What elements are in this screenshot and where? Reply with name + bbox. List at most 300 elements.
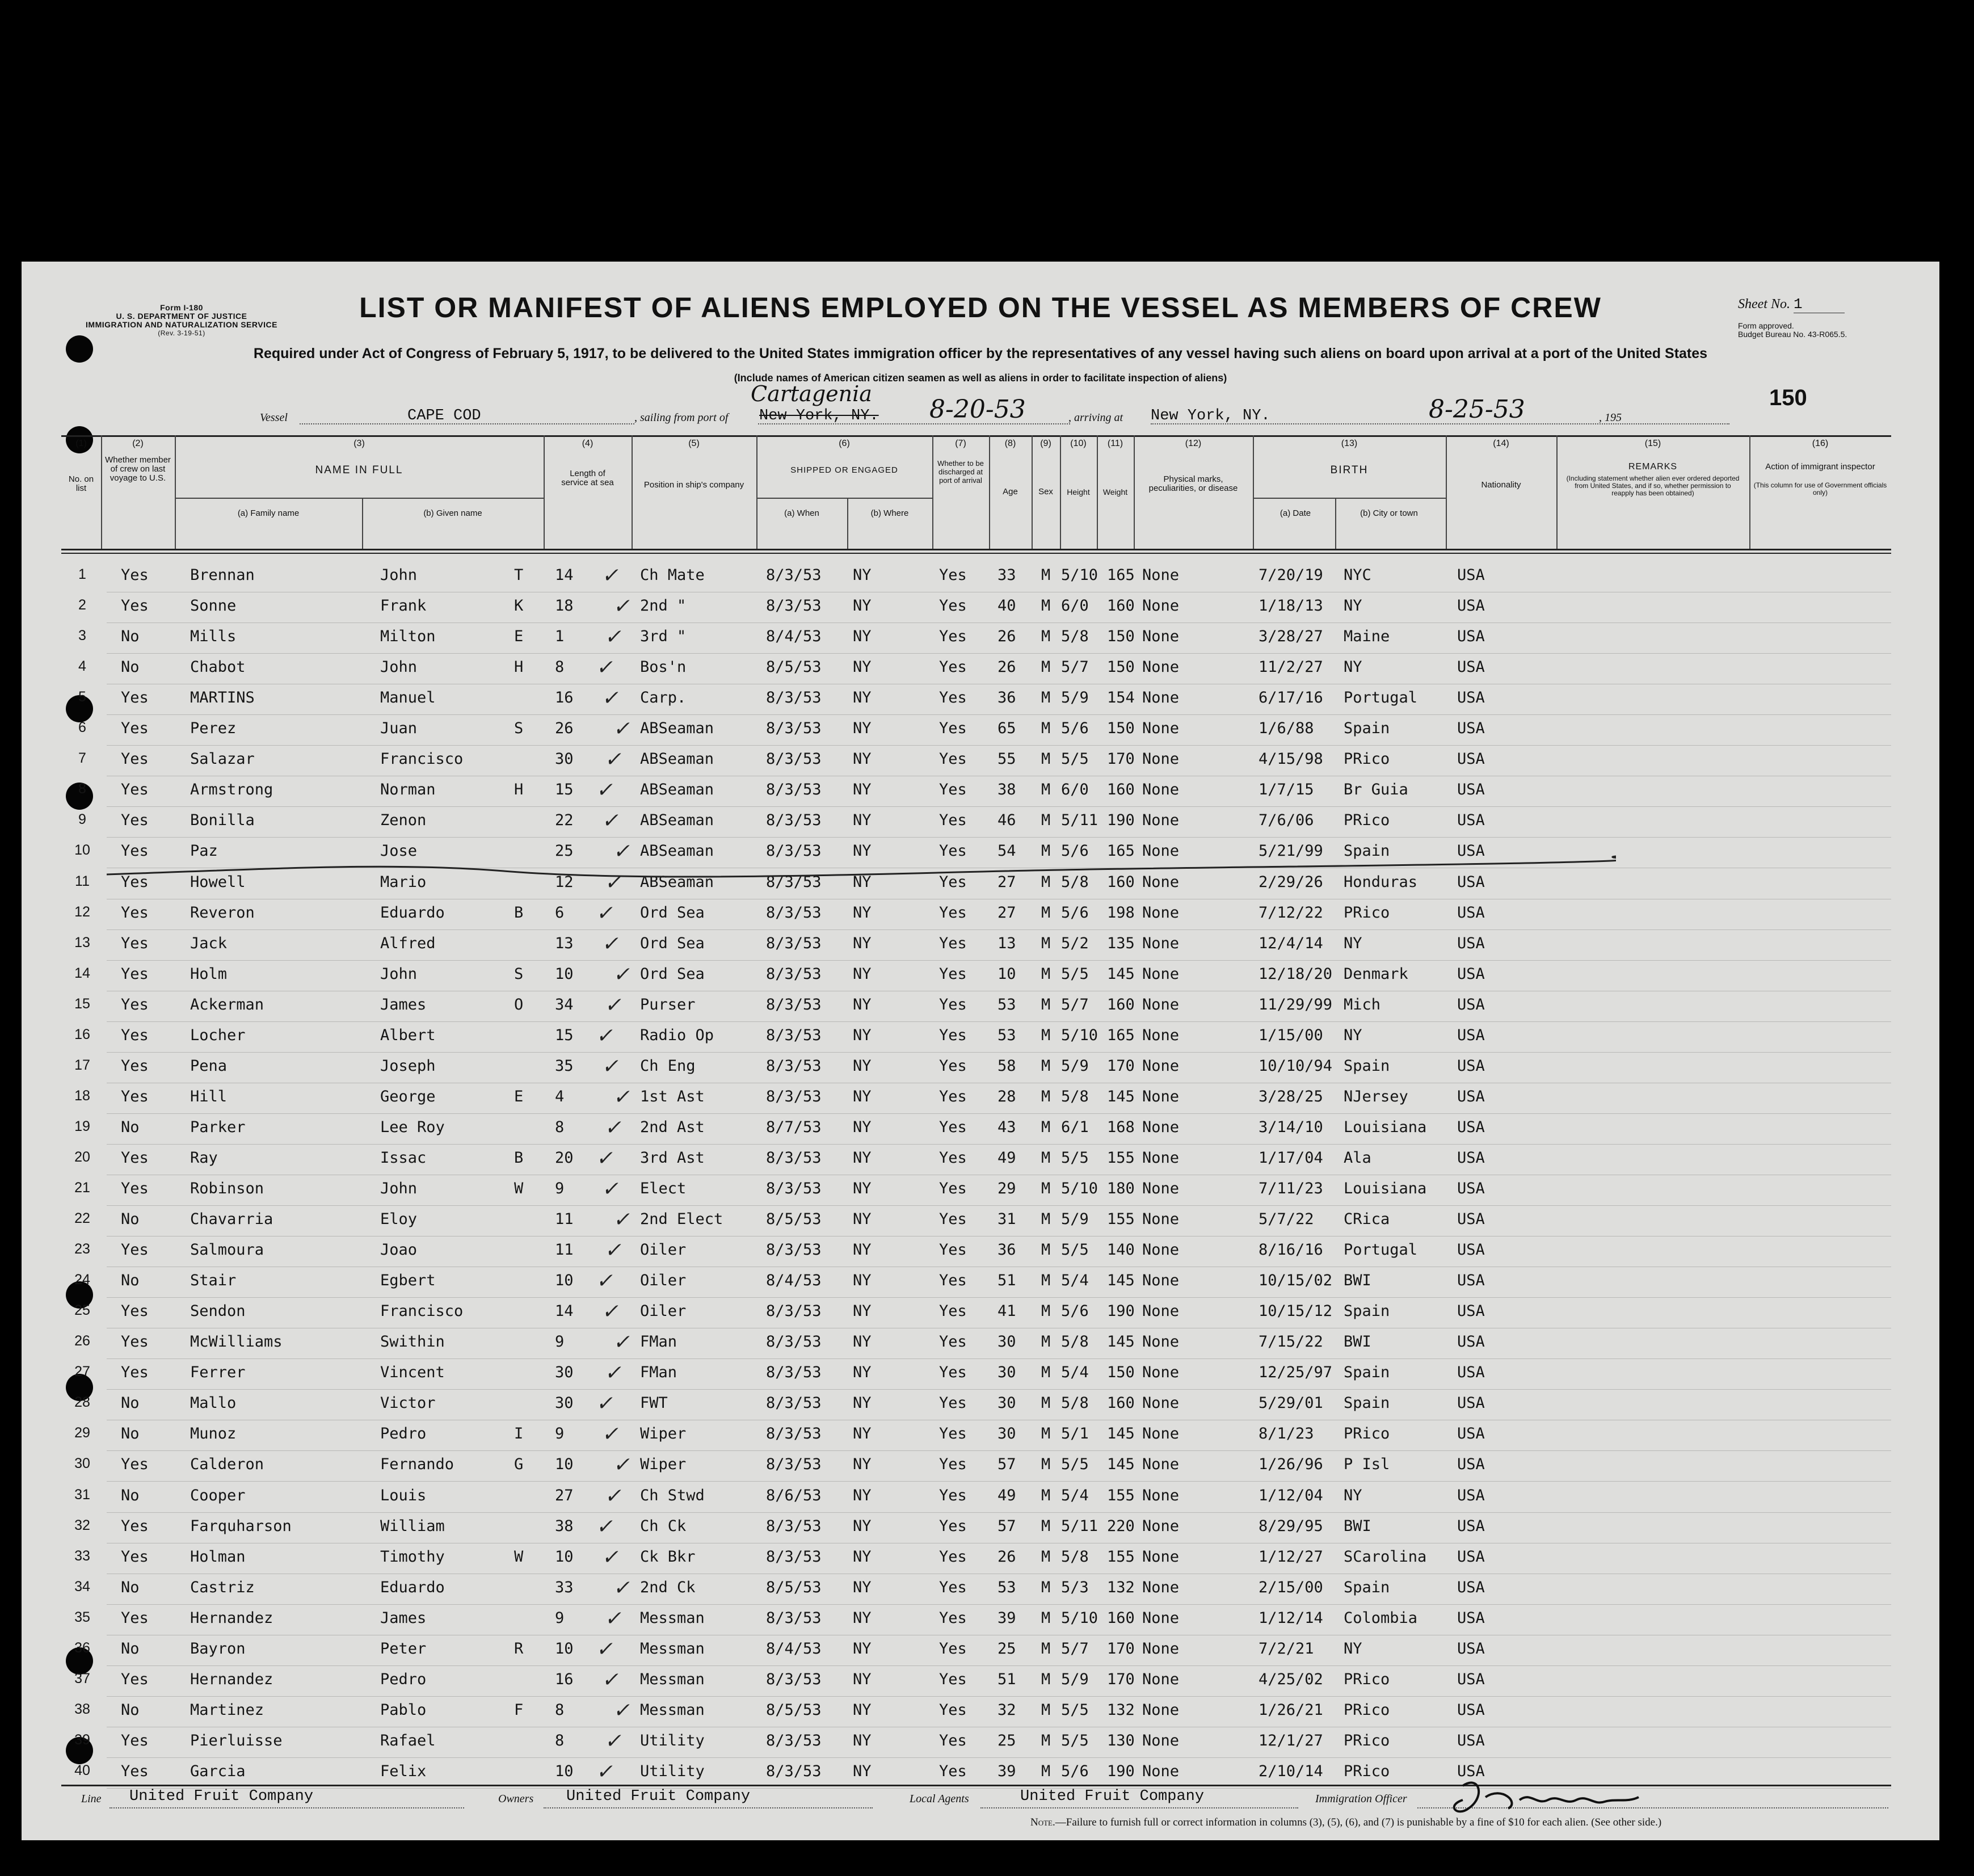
cell-no: 31 xyxy=(74,1487,90,1503)
cell-where: NY xyxy=(853,1456,872,1473)
officer-label: Immigration Officer xyxy=(1315,1793,1407,1805)
cell-bplace: CRica xyxy=(1344,1210,1390,1228)
owners-label: Owners xyxy=(498,1793,534,1805)
cell-sex: M xyxy=(1041,1149,1051,1167)
cell-no: 9 xyxy=(78,811,86,827)
cell-bplace: Spain xyxy=(1344,1302,1390,1320)
check-mark-icon: ✓ xyxy=(595,902,617,925)
cell-prev: Yes xyxy=(121,1180,149,1197)
cell-bplace: PRico xyxy=(1344,811,1390,829)
cell-given: Fernando xyxy=(380,1456,454,1473)
cell-discharge: Yes xyxy=(939,842,967,860)
cell-age: 39 xyxy=(997,1609,1016,1627)
check-mark-icon: ✓ xyxy=(595,779,617,802)
cell-marks: None xyxy=(1142,1609,1180,1627)
cell-no: 32 xyxy=(74,1517,90,1533)
cell-nat: USA xyxy=(1457,781,1485,798)
cell-marks: None xyxy=(1142,811,1180,829)
col-15-number: (15) xyxy=(1644,439,1661,448)
check-mark-icon: ✓ xyxy=(595,656,617,679)
cell-position: Ch Eng xyxy=(640,1057,696,1075)
cell-marks: None xyxy=(1142,1180,1180,1197)
cell-given: Egbert xyxy=(380,1272,436,1289)
cell-age: 65 xyxy=(997,720,1016,737)
cell-bdate: 3/28/27 xyxy=(1259,628,1323,645)
cell-marks: None xyxy=(1142,1456,1180,1473)
cell-weight: 132 xyxy=(1107,1701,1135,1719)
cell-prev: Yes xyxy=(121,689,149,706)
cell-where: NY xyxy=(853,597,872,615)
cell-weight: 160 xyxy=(1107,1609,1135,1627)
cell-family: Ferrer xyxy=(190,1364,246,1381)
cell-bplace: Spain xyxy=(1344,720,1390,737)
cell-sex: M xyxy=(1041,1579,1051,1596)
cell-no: 4 xyxy=(78,658,86,674)
footer-note xyxy=(1030,1816,1661,1829)
cell-service: 8 xyxy=(555,1732,565,1749)
cell-weight: 150 xyxy=(1107,658,1135,676)
cell-where: NY xyxy=(853,1241,872,1259)
cell-marks: None xyxy=(1142,873,1180,891)
cell-marks: None xyxy=(1142,1671,1180,1688)
cell-marks: None xyxy=(1142,1057,1180,1075)
cell-sex: M xyxy=(1041,1302,1051,1320)
cell-bdate: 1/12/04 xyxy=(1259,1487,1323,1504)
cell-bplace: NYC xyxy=(1344,566,1371,584)
cell-height: 5/10 xyxy=(1061,1027,1098,1044)
cell-when: 8/3/53 xyxy=(766,1456,822,1473)
col-15-header: REMARKS xyxy=(1628,462,1678,472)
cell-nat: USA xyxy=(1457,1487,1485,1504)
cell-when: 8/4/53 xyxy=(766,628,822,645)
table-row xyxy=(22,1206,1939,1236)
cell-marks: None xyxy=(1142,750,1180,768)
cell-prev: Yes xyxy=(121,566,149,584)
cell-marks: None xyxy=(1142,1027,1180,1044)
cell-weight: 145 xyxy=(1107,1088,1135,1105)
cell-no: 24 xyxy=(74,1272,90,1288)
cell-when: 8/3/53 xyxy=(766,842,822,860)
cell-nat: USA xyxy=(1457,1241,1485,1259)
cell-bplace: NY xyxy=(1344,597,1362,615)
cell-position: Ord Sea xyxy=(640,904,705,922)
service-name: IMMIGRATION AND NATURALIZATION SERVICE xyxy=(86,320,277,329)
cell-bdate: 7/20/19 xyxy=(1259,566,1323,584)
check-mark-icon: ✓ xyxy=(600,1055,623,1078)
check-mark-icon: ✓ xyxy=(595,1392,617,1415)
cell-when: 8/3/53 xyxy=(766,965,822,983)
cell-bplace: PRico xyxy=(1344,1425,1390,1442)
cell-weight: 150 xyxy=(1107,720,1135,737)
vessel-label: Vessel xyxy=(260,411,288,424)
cell-sex: M xyxy=(1041,689,1051,706)
check-mark-icon: ✓ xyxy=(603,748,626,771)
cell-when: 8/3/53 xyxy=(766,1425,822,1442)
cell-given: Louis xyxy=(380,1487,427,1504)
footer-note-prefix: Note. xyxy=(1030,1816,1055,1828)
cell-bdate: 8/29/95 xyxy=(1259,1517,1323,1535)
cell-prev: Yes xyxy=(121,1763,149,1780)
cell-height: 5/9 xyxy=(1061,1210,1089,1228)
table-row xyxy=(22,715,1939,746)
cell-prev: Yes xyxy=(121,1517,149,1535)
table-row xyxy=(22,1145,1939,1175)
cell-prev: No xyxy=(121,1210,140,1228)
cell-prev: Yes xyxy=(121,1609,149,1627)
cell-position: Ord Sea xyxy=(640,935,705,952)
col-16-number: (16) xyxy=(1812,439,1829,448)
cell-weight: 170 xyxy=(1107,750,1135,768)
table-row xyxy=(22,1053,1939,1083)
col-10-number: (10) xyxy=(1070,439,1087,448)
cell-bplace: PRico xyxy=(1344,1671,1390,1688)
cell-weight: 160 xyxy=(1107,996,1135,1013)
cell-sex: M xyxy=(1041,1732,1051,1749)
cell-sex: M xyxy=(1041,842,1051,860)
budget-bureau-number: Budget Bureau No. 43-R065.5. xyxy=(1738,330,1847,339)
cell-bdate: 5/21/99 xyxy=(1259,842,1323,860)
cell-family: Perez xyxy=(190,720,237,737)
cell-nat: USA xyxy=(1457,658,1485,676)
cell-weight: 170 xyxy=(1107,1640,1135,1658)
check-mark-icon: ✓ xyxy=(595,1147,617,1170)
cell-family: Calderon xyxy=(190,1456,264,1473)
cell-bdate: 11/29/99 xyxy=(1259,996,1333,1013)
cell-sex: M xyxy=(1041,1609,1051,1627)
cell-sex: M xyxy=(1041,781,1051,798)
cell-given: George xyxy=(380,1088,436,1105)
line-value: United Fruit Company xyxy=(129,1788,314,1805)
cell-prev: Yes xyxy=(121,811,149,829)
cell-service: 9 xyxy=(555,1609,565,1627)
cell-service: 33 xyxy=(555,1579,574,1596)
cell-marks: None xyxy=(1142,1302,1180,1320)
cell-marks: None xyxy=(1142,842,1180,860)
cell-mi: R xyxy=(514,1640,524,1658)
cell-height: 5/9 xyxy=(1061,689,1089,706)
cell-height: 6/0 xyxy=(1061,781,1089,798)
cell-where: NY xyxy=(853,1609,872,1627)
table-row xyxy=(22,1697,1939,1727)
check-mark-icon: ✓ xyxy=(603,1361,626,1385)
cell-prev: Yes xyxy=(121,1088,149,1105)
cell-bdate: 4/15/98 xyxy=(1259,750,1323,768)
cell-discharge: Yes xyxy=(939,1118,967,1136)
cell-height: 5/4 xyxy=(1061,1272,1089,1289)
cell-weight: 160 xyxy=(1107,597,1135,615)
cell-service: 15 xyxy=(555,781,574,798)
cell-when: 8/3/53 xyxy=(766,1548,822,1566)
cell-family: Sonne xyxy=(190,597,237,615)
cell-weight: 145 xyxy=(1107,965,1135,983)
cell-family: Howell xyxy=(190,873,246,891)
col-5-header: Position in ship's company xyxy=(643,480,744,490)
cell-position: FMan xyxy=(640,1333,677,1351)
cell-prev: Yes xyxy=(121,781,149,798)
col-13b-header: (b) City or town xyxy=(1360,508,1418,518)
cell-given: John xyxy=(380,1180,418,1197)
cell-nat: USA xyxy=(1457,566,1485,584)
cell-height: 5/2 xyxy=(1061,935,1089,952)
col-12-number: (12) xyxy=(1185,439,1202,448)
cell-marks: None xyxy=(1142,1517,1180,1535)
cell-marks: None xyxy=(1142,781,1180,798)
cell-marks: None xyxy=(1142,1763,1180,1780)
cell-age: 26 xyxy=(997,1548,1016,1566)
cell-position: 2nd Ck xyxy=(640,1579,696,1596)
cell-nat: USA xyxy=(1457,842,1485,860)
cell-where: NY xyxy=(853,1364,872,1381)
col-6-header: SHIPPED OR ENGAGED xyxy=(790,465,898,475)
cell-given: Albert xyxy=(380,1027,436,1044)
cell-weight: 165 xyxy=(1107,842,1135,860)
cell-family: Parker xyxy=(190,1118,246,1136)
arriving-label: , arriving at xyxy=(1068,411,1123,424)
table-row xyxy=(22,1083,1939,1114)
cell-discharge: Yes xyxy=(939,811,967,829)
sheet-number-value: 1 xyxy=(1794,296,1845,313)
sheet-number-label: Sheet No. xyxy=(1738,297,1790,312)
cell-discharge: Yes xyxy=(939,1763,967,1780)
col-14-header: Nationality xyxy=(1481,480,1521,490)
cell-position: ABSeaman xyxy=(640,720,714,737)
cell-height: 5/6 xyxy=(1061,904,1089,922)
cell-no: 17 xyxy=(74,1057,90,1073)
check-mark-icon: ✓ xyxy=(595,1269,617,1293)
cell-service: 14 xyxy=(555,566,574,584)
cell-marks: None xyxy=(1142,1149,1180,1167)
table-row xyxy=(22,1390,1939,1420)
cell-no: 40 xyxy=(74,1763,90,1778)
cell-height: 5/7 xyxy=(1061,1640,1089,1658)
cell-bplace: NY xyxy=(1344,658,1362,676)
form-approved-text: Form approved. xyxy=(1738,321,1794,330)
cell-when: 8/3/53 xyxy=(766,1333,822,1351)
cell-bdate: 1/12/14 xyxy=(1259,1609,1323,1627)
cell-when: 8/4/53 xyxy=(766,1272,822,1289)
cell-where: NY xyxy=(853,1057,872,1075)
cell-position: Ch Stwd xyxy=(640,1487,705,1504)
cell-when: 8/3/53 xyxy=(766,1671,822,1688)
cell-mi: T xyxy=(514,566,524,584)
cell-discharge: Yes xyxy=(939,1241,967,1259)
cell-age: 54 xyxy=(997,842,1016,860)
cell-bdate: 1/26/96 xyxy=(1259,1456,1323,1473)
cell-marks: None xyxy=(1142,1579,1180,1596)
cell-no: 12 xyxy=(74,904,90,920)
cell-bdate: 2/29/26 xyxy=(1259,873,1323,891)
cell-given: Mario xyxy=(380,873,427,891)
cell-given: James xyxy=(380,996,427,1013)
cell-sex: M xyxy=(1041,597,1051,615)
agents-label: Local Agents xyxy=(910,1793,969,1805)
cell-service: 12 xyxy=(555,873,574,891)
cell-prev: Yes xyxy=(121,873,149,891)
table-row xyxy=(22,592,1939,623)
cell-nat: USA xyxy=(1457,873,1485,891)
cell-prev: No xyxy=(121,1394,140,1412)
cell-nat: USA xyxy=(1457,1517,1485,1535)
cell-family: Farquharson xyxy=(190,1517,292,1535)
page-title: LIST OR MANIFEST OF ALIENS EMPLOYED ON THE VESSEL AS MEMBERS OF CREW xyxy=(359,292,1602,323)
cell-sex: M xyxy=(1041,1364,1051,1381)
cell-service: 10 xyxy=(555,1272,574,1289)
cell-prev: Yes xyxy=(121,1364,149,1381)
cell-discharge: Yes xyxy=(939,781,967,798)
cell-bplace: Mich xyxy=(1344,996,1381,1013)
cell-mi: I xyxy=(514,1425,524,1442)
cell-family: Hill xyxy=(190,1088,228,1105)
cell-prev: Yes xyxy=(121,1671,149,1688)
cell-family: Chabot xyxy=(190,658,246,676)
cell-nat: USA xyxy=(1457,1701,1485,1719)
cell-where: NY xyxy=(853,1118,872,1136)
cell-given: Norman xyxy=(380,781,436,798)
cell-age: 26 xyxy=(997,628,1016,645)
cell-bdate: 7/11/23 xyxy=(1259,1180,1323,1197)
cell-discharge: Yes xyxy=(939,720,967,737)
cell-no: 5 xyxy=(78,689,86,705)
cell-mi: E xyxy=(514,628,524,645)
cell-no: 14 xyxy=(74,965,90,981)
cell-where: NY xyxy=(853,996,872,1013)
cell-position: Radio Op xyxy=(640,1027,714,1044)
cell-bplace: NY xyxy=(1344,935,1362,952)
cell-nat: USA xyxy=(1457,1302,1485,1320)
cell-sex: M xyxy=(1041,904,1051,922)
form-approval xyxy=(1738,322,1847,339)
cell-no: 22 xyxy=(74,1210,90,1226)
cell-bdate: 1/12/27 xyxy=(1259,1548,1323,1566)
cell-height: 5/8 xyxy=(1061,1333,1089,1351)
cell-discharge: Yes xyxy=(939,1210,967,1228)
cell-marks: None xyxy=(1142,1210,1180,1228)
cell-bplace: Spain xyxy=(1344,1394,1390,1412)
cell-position: Oiler xyxy=(640,1302,687,1320)
cell-age: 27 xyxy=(997,873,1016,891)
agents-value: United Fruit Company xyxy=(1020,1788,1205,1805)
cell-age: 43 xyxy=(997,1118,1016,1136)
cell-discharge: Yes xyxy=(939,1425,967,1442)
cell-position: 2nd Ast xyxy=(640,1118,705,1136)
table-row xyxy=(22,746,1939,776)
sheet-number xyxy=(1738,296,1845,313)
cell-marks: None xyxy=(1142,628,1180,645)
cell-prev: No xyxy=(121,1425,140,1442)
cell-service: 4 xyxy=(555,1088,565,1105)
cell-position: ABSeaman xyxy=(640,873,714,891)
cell-no: 2 xyxy=(78,597,86,613)
cell-height: 5/8 xyxy=(1061,1394,1089,1412)
cell-given: John xyxy=(380,566,418,584)
form-number: Form I-180 xyxy=(160,303,203,312)
col-7-header: Whether to be discharged at port of arrival xyxy=(937,459,984,485)
cell-marks: None xyxy=(1142,1118,1180,1136)
cell-sex: M xyxy=(1041,1425,1051,1442)
table-row xyxy=(22,623,1939,654)
cell-marks: None xyxy=(1142,1333,1180,1351)
cell-marks: None xyxy=(1142,904,1180,922)
cell-no: 29 xyxy=(74,1425,90,1441)
cell-when: 8/3/53 xyxy=(766,1394,822,1412)
cell-prev: Yes xyxy=(121,842,149,860)
cell-height: 5/5 xyxy=(1061,1701,1089,1719)
cell-discharge: Yes xyxy=(939,1671,967,1688)
check-mark-icon: ✓ xyxy=(612,840,634,863)
cell-bplace: P Isl xyxy=(1344,1456,1390,1473)
cell-sex: M xyxy=(1041,1701,1051,1719)
row-11-strikethrough xyxy=(107,852,1616,886)
cell-prev: No xyxy=(121,628,140,645)
cell-nat: USA xyxy=(1457,1763,1485,1780)
check-mark-icon: ✓ xyxy=(600,1668,623,1692)
cell-height: 5/5 xyxy=(1061,1732,1089,1749)
cell-nat: USA xyxy=(1457,811,1485,829)
cell-no: 23 xyxy=(74,1241,90,1257)
cell-given: Eduardo xyxy=(380,904,445,922)
cell-nat: USA xyxy=(1457,1456,1485,1473)
cell-no: 20 xyxy=(74,1149,90,1165)
cell-given: Milton xyxy=(380,628,436,645)
cell-given: Swithin xyxy=(380,1333,445,1351)
cell-given: Victor xyxy=(380,1394,436,1412)
col-3-header: NAME IN FULL xyxy=(315,464,403,476)
cell-discharge: Yes xyxy=(939,935,967,952)
cell-when: 8/7/53 xyxy=(766,1118,822,1136)
cell-age: 53 xyxy=(997,1027,1016,1044)
cell-height: 5/10 xyxy=(1061,1180,1098,1197)
cell-discharge: Yes xyxy=(939,1149,967,1167)
col-13-number: (13) xyxy=(1341,439,1358,448)
cell-sex: M xyxy=(1041,1394,1051,1412)
cell-nat: USA xyxy=(1457,1609,1485,1627)
cell-sex: M xyxy=(1041,1517,1051,1535)
table-row xyxy=(22,1574,1939,1605)
col-2-header: Whether member of crew on last voyage to U.S. xyxy=(105,455,171,483)
cell-when: 8/3/53 xyxy=(766,1088,822,1105)
cell-bplace: NY xyxy=(1344,1640,1362,1658)
table-row xyxy=(22,807,1939,838)
cell-height: 5/8 xyxy=(1061,873,1089,891)
check-mark-icon: ✓ xyxy=(603,994,626,1017)
cell-when: 8/3/53 xyxy=(766,1241,822,1259)
cell-no: 33 xyxy=(74,1548,90,1564)
cell-age: 49 xyxy=(997,1149,1016,1167)
cell-family: Locher xyxy=(190,1027,246,1044)
cell-discharge: Yes xyxy=(939,1027,967,1044)
cell-family: Holman xyxy=(190,1548,246,1566)
cell-family: Castriz xyxy=(190,1579,255,1596)
col-2-number: (2) xyxy=(132,439,144,448)
cell-sex: M xyxy=(1041,1640,1051,1658)
cell-when: 8/3/53 xyxy=(766,1763,822,1780)
cell-weight: 150 xyxy=(1107,628,1135,645)
cell-discharge: Yes xyxy=(939,1517,967,1535)
owners-value: United Fruit Company xyxy=(566,1788,751,1805)
check-mark-icon: ✓ xyxy=(600,687,623,710)
cell-weight: 168 xyxy=(1107,1118,1135,1136)
cell-no: 1 xyxy=(78,566,86,582)
cell-prev: No xyxy=(121,1272,140,1289)
cell-height: 5/5 xyxy=(1061,1456,1089,1473)
cell-bplace: Portugal xyxy=(1344,1241,1418,1259)
cell-given: Eloy xyxy=(380,1210,418,1228)
cell-no: 11 xyxy=(75,873,90,889)
col-6-number: (6) xyxy=(839,439,850,448)
cell-where: NY xyxy=(853,750,872,768)
cell-where: NY xyxy=(853,1149,872,1167)
sailing-port-handwritten: Cartagenia xyxy=(751,381,872,406)
